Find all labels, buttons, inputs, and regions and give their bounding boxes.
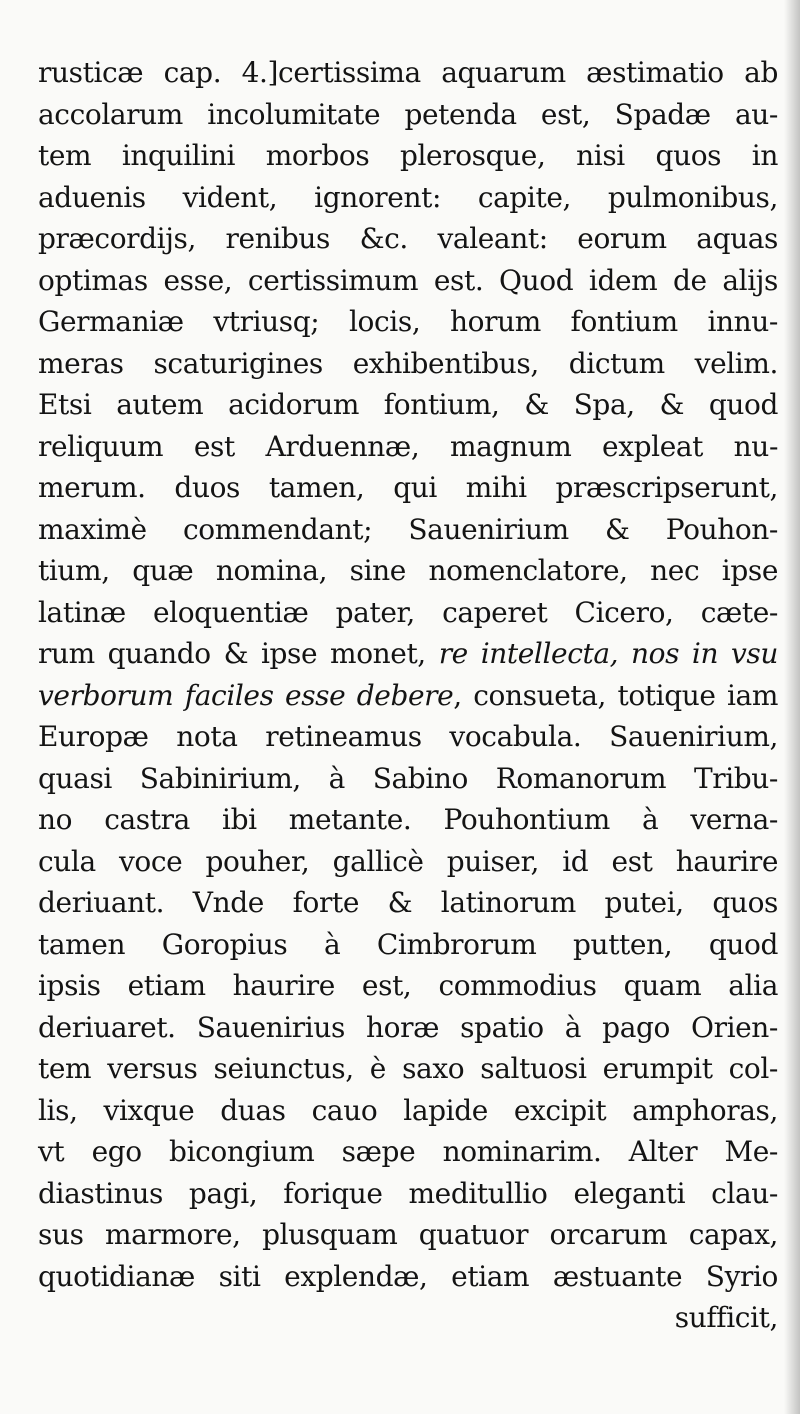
text-line: cula voce pouher, gallicè puiser, id est haurire	[38, 844, 778, 878]
text-line: lis, vixque duas cauo lapide excipit amphoras,	[38, 1093, 778, 1127]
text-line: vt ego bicongium sæpe nominarim. Alter Me-	[38, 1135, 778, 1168]
text-line: deriuaret. Sauenirius horæ spatio à pago Orien-	[38, 1010, 778, 1044]
text-line: accolarum incolumitate petenda est, Spadæ au-	[38, 97, 778, 131]
text-line: rusticæ cap. 4.]certissima aquarum æstimatio ab	[38, 56, 778, 89]
italic-phrase: re intellecta, nos in vsu	[438, 637, 778, 670]
text-line: meras scaturigines exhibentibus, dictum velim.	[38, 346, 778, 380]
body-text	[38, 52, 778, 1339]
text-line	[38, 675, 778, 717]
text-line: tem inquilini morbos plerosque, nisi quos in	[38, 139, 778, 172]
text-line: tem versus seiunctus, è saxo saltuosi erumpit col-	[38, 1052, 778, 1085]
text-line: ipsis etiam haurire est, commodius quam alia	[38, 969, 778, 1002]
text-line: Europæ nota retineamus vocabula. Sauenirium,	[38, 720, 778, 753]
page-edge-shadow	[784, 0, 800, 1414]
text-line: latinæ eloquentiæ pater, caperet Cicero, cæte-	[38, 595, 778, 629]
text-line: tium, quæ nomina, sine nomenclatore, nec ipse	[38, 554, 778, 587]
catchword: sufficit,	[674, 1301, 778, 1334]
text-line: maximè commendant; Sauenirium & Pouhon-	[38, 512, 778, 546]
text-line: Germaniæ vtriusq; locis, horum fontium innu-	[38, 305, 778, 338]
text-line: præcordijs, renibus &c. valeant: eorum aquas	[38, 222, 778, 255]
text-line: optimas esse, certissimum est. Quod idem de alijs	[38, 263, 778, 297]
italic-phrase: verborum faciles esse debere	[38, 678, 454, 712]
text-line: deriuant. Vnde forte & latinorum putei, quos	[38, 886, 778, 919]
text-line: quotidianæ siti explendæ, etiam æstuante Syrio	[38, 1259, 778, 1293]
text-line: sus marmore, plusquam quatuor orcarum capax,	[38, 1218, 778, 1251]
text-line: aduenis vident, ignorent: capite, pulmonibus,	[38, 180, 778, 214]
text-line: Etsi autem acidorum fontium, & Spa, & quod	[38, 388, 778, 421]
text-line: quasi Sabinirium, à Sabino Romanorum Tribu-	[38, 761, 778, 795]
text-line	[38, 633, 778, 675]
text-line: reliquum est Arduennæ, magnum expleat nu-	[38, 429, 778, 463]
text-span: rum quando & ipse monet,	[38, 637, 439, 670]
text-span: , consueta, totique iam	[453, 678, 778, 712]
text-line: no castra ibi metante. Pouhontium à verna-	[38, 803, 778, 836]
text-line: diastinus pagi, forique meditullio eleganti clau-	[38, 1176, 778, 1210]
text-line: merum. duos tamen, qui mihi præscripserunt,	[38, 471, 778, 504]
text-line: tamen Goropius à Cimbrorum putten, quod	[38, 927, 778, 961]
